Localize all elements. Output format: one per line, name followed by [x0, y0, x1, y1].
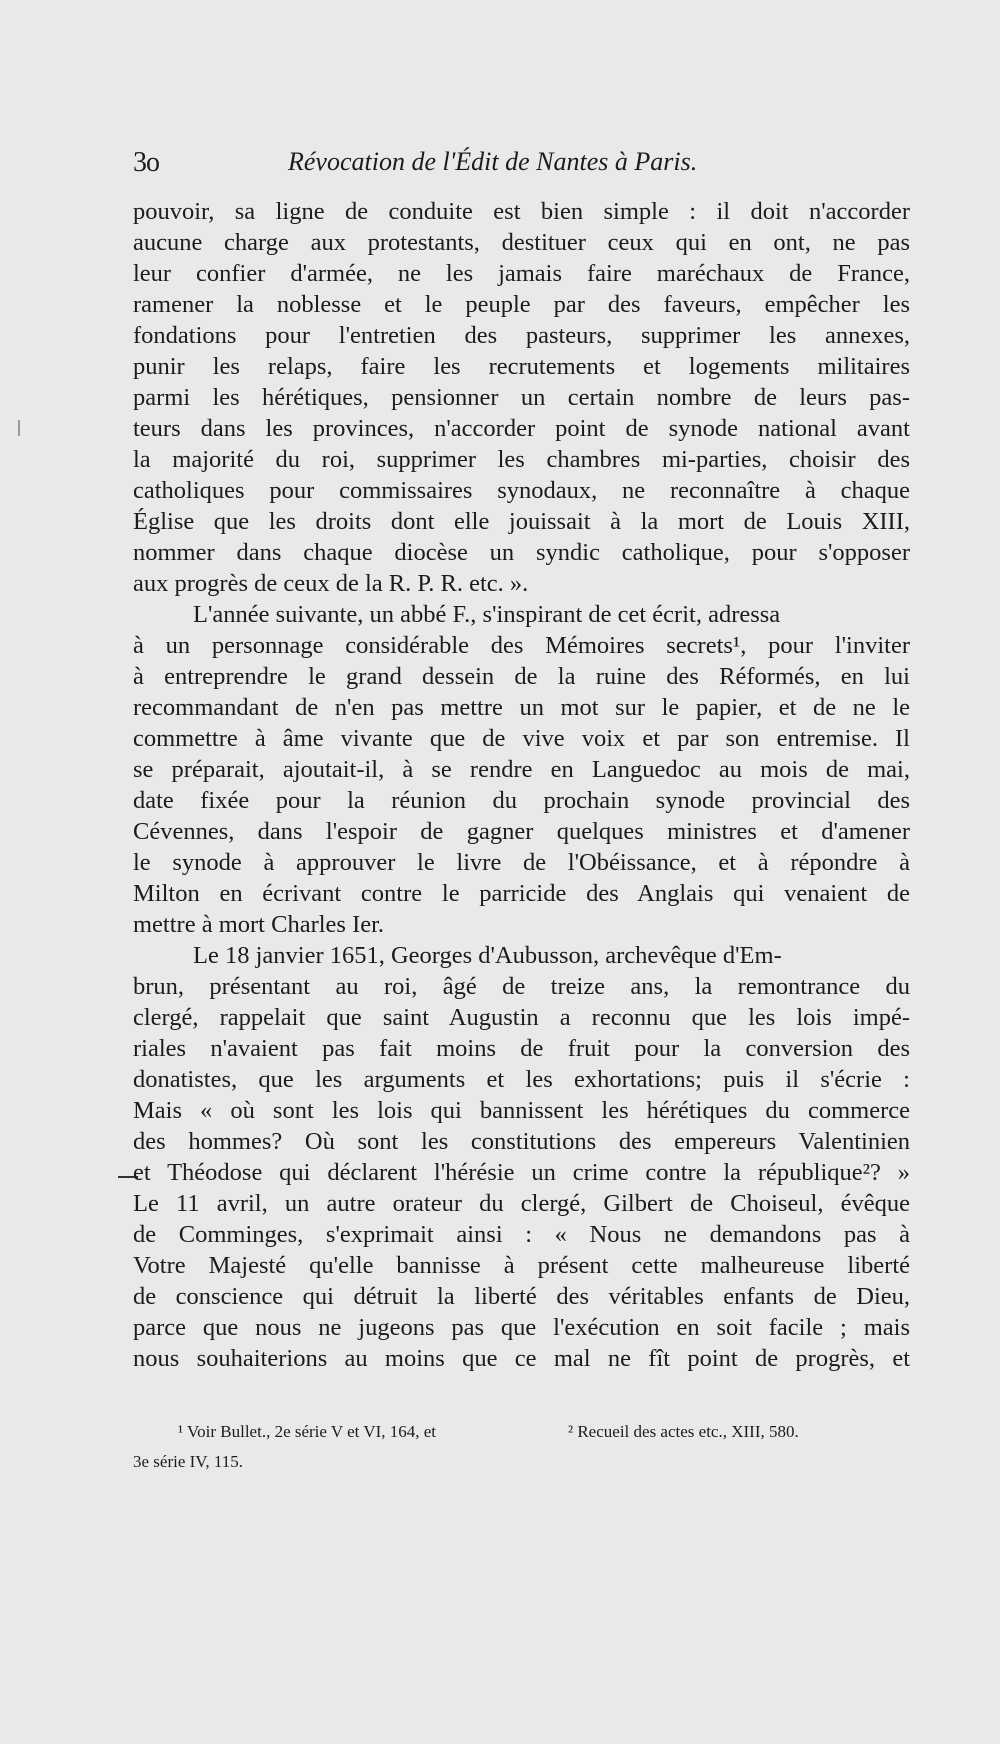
- text-line: mettre à mort Charles Ier.: [133, 911, 385, 938]
- text-line: aucune charge aux protestants, destituer ceux qui en ont, ne pas: [133, 229, 910, 256]
- text-line: de conscience qui détruit la liberté des véritables enfants de Dieu,: [133, 1283, 910, 1310]
- text-line: punir les relaps, faire les recrutements et logements militaires: [133, 353, 910, 380]
- text-line: Milton en écrivant contre le parricide des Anglais qui venaient de: [133, 880, 910, 907]
- text-line: Cévennes, dans l'espoir de gagner quelques ministres et d'amener: [133, 818, 910, 845]
- footnote-1: [133, 1417, 513, 1477]
- page-speck: [18, 420, 20, 436]
- footnote-1-line-2: 3e série IV, 115.: [133, 1452, 244, 1471]
- text-line: commettre à âme vivante que de vive voix et par son entremise. Il: [133, 725, 910, 752]
- text-line: la majorité du roi, supprimer les chambres mi-parties, choisir des: [133, 446, 910, 473]
- text-line: le synode à approuver le livre de l'Obéissance, et à répondre à: [133, 849, 910, 876]
- text-line: riales n'avaient pas fait moins de fruit pour la conversion des: [133, 1035, 910, 1062]
- running-title: Révocation de l'Édit de Nantes à Paris.: [288, 147, 698, 176]
- text-line: et Théodose qui déclarent l'hérésie un crime contre la république²? »: [133, 1159, 910, 1186]
- text-line: de Comminges, s'exprimait ainsi : « Nous ne demandons pas à: [133, 1221, 910, 1248]
- text-line: brun, présentant au roi, âgé de treize ans, la remontrance du: [133, 973, 910, 1000]
- text-line: à un personnage considérable des Mémoires secrets¹, pour l'inviter: [133, 632, 910, 659]
- text-line: recommandant de n'en pas mettre un mot sur le papier, et de ne le: [133, 694, 910, 721]
- page-number: 3o: [133, 147, 159, 178]
- text-line: Votre Majesté qu'elle bannisse à présent cette malheureuse liberté: [133, 1252, 910, 1279]
- text-line: donatistes, que les arguments et les exhortations; puis il s'écrie :: [133, 1066, 910, 1093]
- text-line: date fixée pour la réunion du prochain synode provincial des: [133, 787, 910, 814]
- footnote-1-line-1: ¹ Voir Bullet., 2e série V et VI, 164, et: [178, 1422, 437, 1441]
- footnote-2: ² Recueil des actes etc., XIII, 580.: [568, 1422, 799, 1441]
- text-line: aux progrès de ceux de la R. P. R. etc. ».: [133, 570, 529, 597]
- text-line: clergé, rappelait que saint Augustin a reconnu que les lois impé-: [133, 1004, 910, 1031]
- text-line: Le 11 avril, un autre orateur du clergé, Gilbert de Choiseul, évêque: [133, 1190, 910, 1217]
- text-line: parmi les hérétiques, pensionner un certain nombre de leurs pas-: [133, 384, 910, 411]
- text-line: fondations pour l'entretien des pasteurs, supprimer les annexes,: [133, 322, 910, 349]
- text-line: nous souhaiterions au moins que ce mal ne fît point de progrès, et: [133, 1345, 910, 1372]
- text-line: L'année suivante, un abbé F., s'inspirant de cet écrit, adressa: [193, 601, 781, 628]
- page-header: [133, 147, 763, 187]
- text-line: Église que les droits dont elle jouissait à la mort de Louis XIII,: [133, 508, 910, 535]
- text-line: parce que nous ne jugeons pas que l'exécution en soit facile ; mais: [133, 1314, 910, 1341]
- text-line: leur confier d'armée, ne les jamais faire maréchaux de France,: [133, 260, 910, 287]
- text-line: des hommes? Où sont les constitutions des empereurs Valentinien: [133, 1128, 910, 1155]
- text-line: à entreprendre le grand dessein de la ruine des Réformés, en lui: [133, 663, 910, 690]
- body-text: [133, 196, 910, 1374]
- text-line: Mais « où sont les lois qui bannissent les hérétiques du commerce: [133, 1097, 910, 1124]
- text-line: se préparait, ajoutait-il, à se rendre en Languedoc au mois de mai,: [133, 756, 910, 783]
- text-line: nommer dans chaque diocèse un syndic catholique, pour s'opposer: [133, 539, 910, 566]
- text-line: pouvoir, sa ligne de conduite est bien simple : il doit n'accorder: [133, 198, 910, 225]
- text-line: teurs dans les provinces, n'accorder point de synode national avant: [133, 415, 910, 442]
- text-line: Le 18 janvier 1651, Georges d'Aubusson, archevêque d'Em-: [193, 942, 782, 969]
- text-line: catholiques pour commissaires synodaux, ne reconnaître à chaque: [133, 477, 910, 504]
- text-line: ramener la noblesse et le peuple par des faveurs, empêcher les: [133, 291, 910, 318]
